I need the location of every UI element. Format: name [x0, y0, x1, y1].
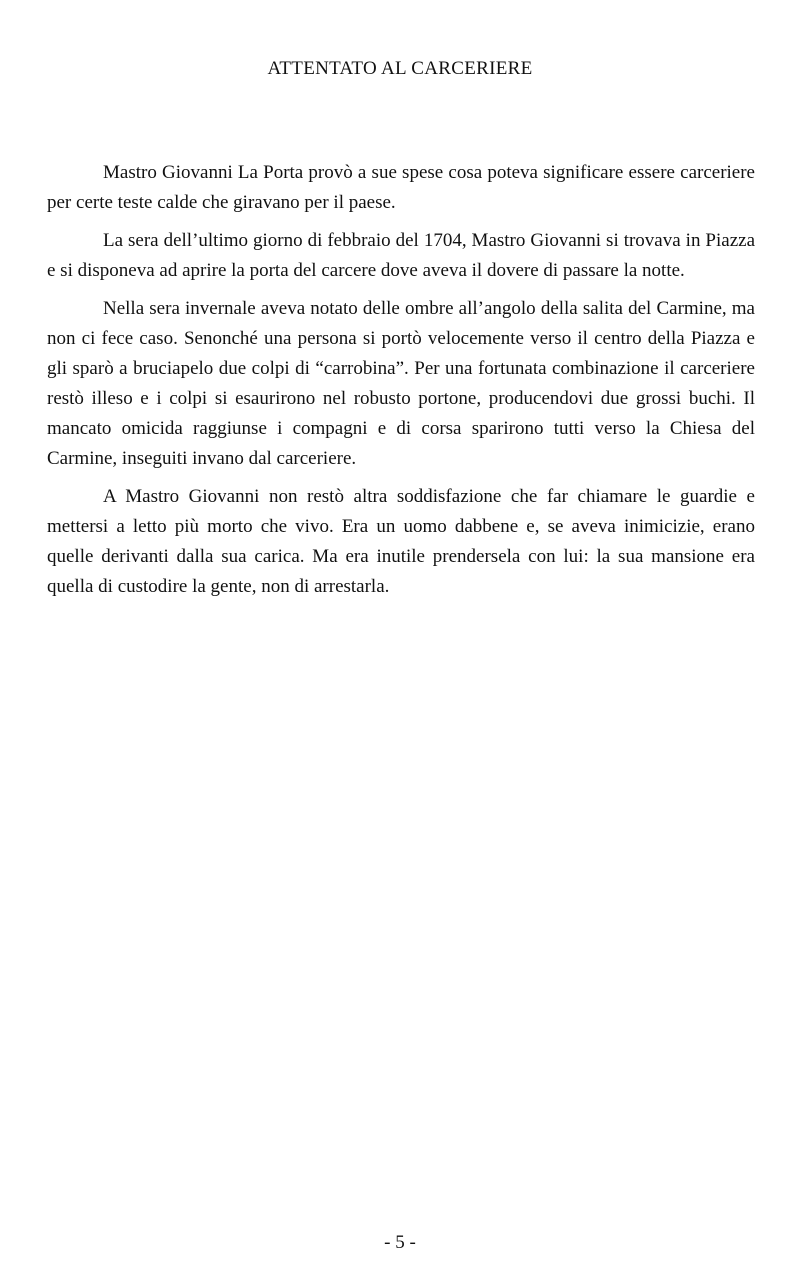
paragraph-4: A Mastro Giovanni non restò altra soddisfazione che far chiamare le guardie e mettersi a letto più morto che vivo. Era un uomo dabbene e, se aveva inimicizie, erano quelle derivanti dalla sua carica. Ma era inutile prendersela con lui: la sua mansione era quella di custodire la gente, non di arrestarla.	[47, 486, 755, 597]
page-title: ATTENTATO AL CARCERIERE	[267, 58, 533, 79]
body-text	[47, 158, 755, 610]
paragraph-1: Mastro Giovanni La Porta provò a sue spese cosa poteva significare essere carceriere per certe teste calde che giravano per il paese.	[47, 162, 755, 213]
page-number: - 5 -	[384, 1232, 416, 1253]
paragraph-3: Nella sera invernale aveva notato delle ombre all’angolo della salita del Carmine, ma non ci fece caso. Senonché una persona si portò velocemente verso il centro della Piazza e gli sparò a bruciapelo due colpi di “carrobina”. Per una fortunata combinazione il carceriere restò illeso e i colpi si esaurirono nel robusto portone, producendovi due grossi buchi. Il mancato omicida raggiunse i compagni e di corsa sparirono tutti verso la Chiesa del Carmine, inseguiti invano dal carceriere.	[47, 298, 755, 469]
paragraph-2: La sera dell’ultimo giorno di febbraio del 1704, Mastro Giovanni si trovava in Piazza e si disponeva ad aprire la porta del carcere dove aveva il dovere di passare la notte.	[47, 230, 755, 281]
